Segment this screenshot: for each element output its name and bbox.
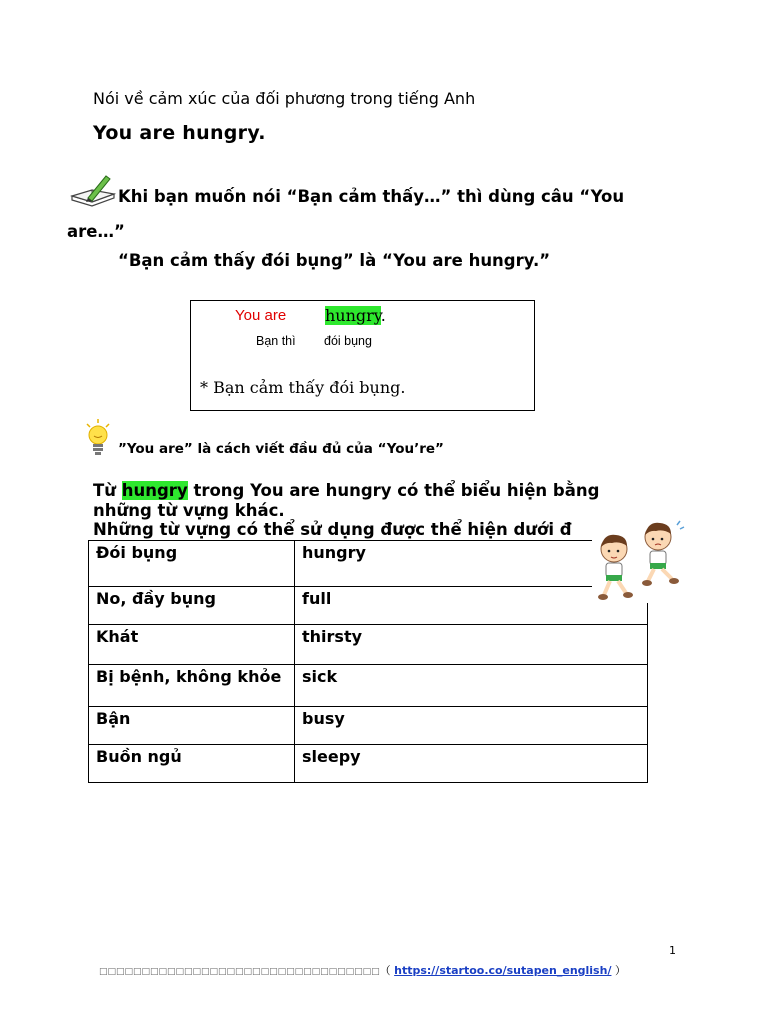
gloss-phrase: Bạn thì: [256, 334, 296, 348]
tip-text: ”You are” là cách viết đầu đủ của “You’re”: [118, 441, 444, 457]
table-cell-vi: Đói bụng: [89, 541, 295, 587]
footer-close-paren: ）: [614, 964, 626, 977]
table-cell-en: full: [295, 587, 648, 625]
example-period: .: [380, 306, 386, 325]
table-row: [89, 587, 648, 625]
table-row: [89, 707, 648, 745]
footer: [99, 962, 626, 978]
note-line-3: “Bạn cảm thấy đói bụng” là “You are hungry.”: [118, 251, 551, 270]
table-cell-vi: Khát: [89, 625, 295, 665]
note-line-2: are…”: [67, 222, 125, 241]
lesson-title: You are hungry.: [93, 122, 266, 144]
example-phrase: You are: [235, 307, 287, 324]
table-cell-vi: No, đầy bụng: [89, 587, 295, 625]
lesson-subtitle: Nói về cảm xúc của đối phương trong tiếng Anh: [93, 89, 476, 108]
notebook-pencil-icon: [70, 172, 116, 208]
table-row: [89, 745, 648, 783]
table-cell-vi: Buồn ngủ: [89, 745, 295, 783]
gloss-word: đói bụng: [324, 334, 372, 348]
footer-open-paren: （: [379, 964, 391, 977]
paragraph-highlight: hungry: [121, 481, 188, 500]
table-row: [89, 541, 648, 587]
paragraph-line-3: Những từ vựng có thể sử dụng được thể hiện dưới đ: [93, 520, 572, 539]
lightbulb-icon: [84, 418, 112, 458]
table-cell-en: hungry: [295, 541, 648, 587]
vocab-table: [88, 540, 648, 783]
table-cell-en: sick: [295, 665, 648, 707]
example-translation: * Bạn cảm thấy đói bụng.: [200, 378, 406, 397]
example-word-line: [325, 306, 386, 325]
footer-jp-text: □□□□□□□□□□□□□□□□□□□□□□□□□□□□□□□□□: [99, 967, 380, 977]
table-cell-vi: Bận: [89, 707, 295, 745]
table-cell-en: thirsty: [295, 625, 648, 665]
paragraph-line-2: những từ vựng khác.: [93, 501, 285, 520]
table-cell-en: busy: [295, 707, 648, 745]
note-line-1: Khi bạn muốn nói “Bạn cảm thấy…” thì dùng câu “You: [118, 187, 625, 206]
running-kids-icon: [592, 515, 692, 603]
paragraph-prefix: Từ: [93, 481, 122, 500]
paragraph-line-1: [93, 481, 599, 500]
table-row: [89, 665, 648, 707]
footer-link[interactable]: https://startoo.co/sutapen_english/: [394, 964, 612, 977]
table-cell-en: sleepy: [295, 745, 648, 783]
paragraph-rest: trong You are hungry có thể biểu hiện bằng: [187, 481, 600, 500]
example-box: [190, 300, 535, 411]
table-row: [89, 625, 648, 665]
table-cell-vi: Bị bệnh, không khỏe: [89, 665, 295, 707]
example-word-highlight: hungry: [325, 306, 381, 325]
page-number: 1: [669, 944, 676, 957]
